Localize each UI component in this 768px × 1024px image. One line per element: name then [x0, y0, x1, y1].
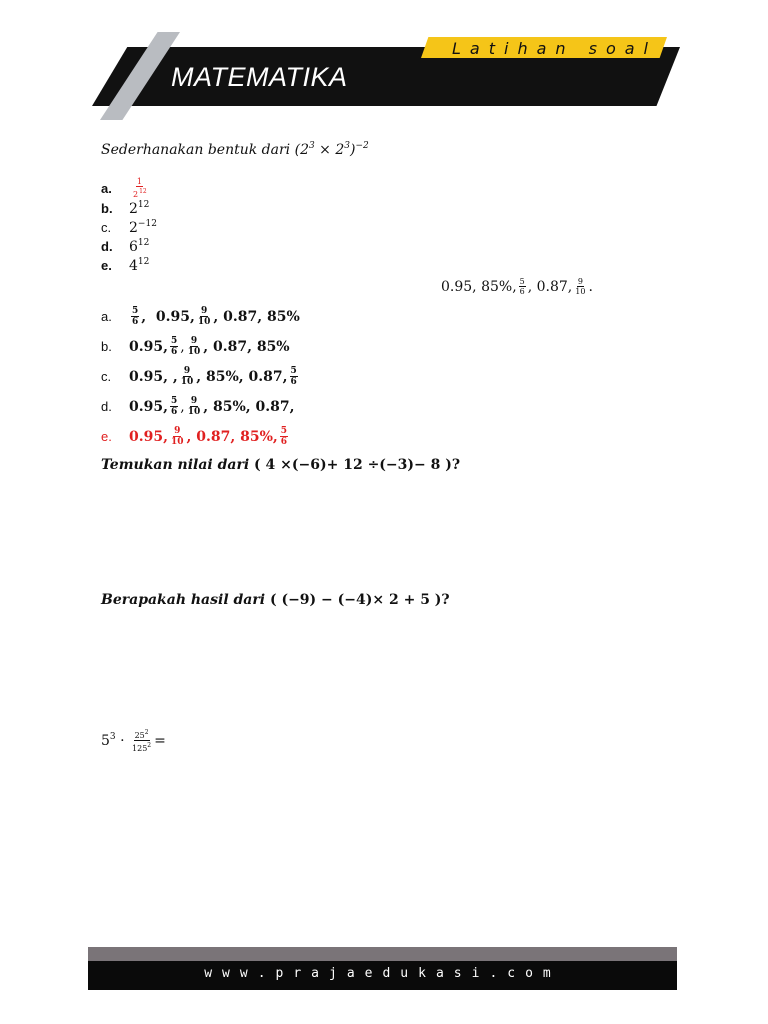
q5-base: $5^3$ [101, 732, 116, 749]
question-1-expression: $(2^3 \times 2^3)^{-2}$ [294, 141, 369, 158]
option-fraction: $\frac{1}{2^{12}}$ [133, 177, 147, 199]
question-3-expression: ( 4 ×(−6)+ 12 ÷(−3)− 8 )? [254, 457, 461, 473]
option-label: a. [101, 309, 112, 324]
option-fraction: $\frac{5}{6}$ [280, 426, 288, 447]
option-label: a. [101, 180, 112, 196]
q1-option-b [101, 200, 149, 217]
footer-band [88, 947, 677, 961]
option-value: , 85%, 0.87, [203, 398, 295, 415]
option-label: b. [101, 339, 112, 354]
option-fraction: $\frac{9}{10}$ [170, 426, 184, 447]
item-fraction: $\frac{5}{6}$ [519, 277, 525, 296]
footer-website: www.prajaedukasi.com [204, 966, 561, 981]
option-label: b. [101, 201, 113, 216]
option-label: e. [101, 258, 112, 273]
option-value: 0.95, [129, 338, 168, 355]
question-4 [101, 592, 450, 608]
option-value: $2^{-12}$ [129, 219, 157, 236]
option-fraction: $\frac{9}{10}$ [180, 366, 194, 387]
q1-option-a [101, 177, 150, 199]
option-label: c. [101, 369, 112, 384]
option-value: , 0.87, 85% [203, 338, 290, 355]
question-1-prompt: Sederhanakan bentuk dari [101, 142, 291, 158]
option-label: e. [101, 429, 112, 444]
question-4-expression: ( (−9) − (−4)× 2 + 5 )? [269, 592, 450, 608]
option-fraction: $\frac{9}{10}$ [197, 306, 211, 327]
option-value: , 85%, 0.87, [196, 368, 288, 385]
q2-option-c [101, 366, 300, 387]
q1-option-e [101, 257, 149, 274]
option-value: , 0.95, [141, 308, 195, 325]
item-text: , 0.87, [527, 278, 573, 295]
q2-option-b: b. 0.95, $\frac{5}{6}$ , $\frac{9}{10}$ , 0.87, 85% [101, 336, 290, 357]
page-title: MATEMATIKA [171, 62, 348, 92]
item-fraction: $\frac{9}{10}$ [575, 277, 586, 296]
question-3 [101, 457, 460, 473]
q2-option-a [101, 306, 300, 327]
option-fraction: $\frac{5}{6}$ [132, 306, 139, 327]
question-3-prompt: Temukan nilai dari [101, 457, 250, 473]
option-value: 0.95, [129, 428, 168, 445]
option-value: 0.95, [129, 398, 168, 415]
question-1 [101, 141, 369, 158]
option-value: $6^{12}$ [129, 238, 150, 255]
header-subtitle: Latihan soal [452, 39, 657, 58]
q2-option-e [101, 426, 290, 447]
option-fraction: $\frac{5}{6}$ [290, 366, 297, 387]
den-base: 2 [133, 190, 139, 199]
q1-option-c [101, 219, 157, 236]
q2-option-d: d. 0.95, $\frac{5}{6}$ , $\frac{9}{10}$ , 85%, 0.87, [101, 396, 295, 417]
option-fraction: $\frac{5}{6}$ [170, 396, 178, 417]
question-5: $5^3$ · $\frac{25^2}{125^2}$ = [101, 729, 166, 753]
option-label: c. [101, 220, 112, 235]
option-value: 0.95, , [129, 368, 178, 385]
q1-option-d [101, 238, 149, 255]
option-fraction: $\frac{5}{6}$ [170, 336, 178, 357]
option-label: d. [101, 239, 113, 254]
option-value: $4^{12}$ [129, 257, 150, 274]
option-value: $2^{12}$ [129, 200, 150, 217]
option-value: , 0.87, 85%, [186, 428, 278, 445]
item-text: 0.95, 85%, [441, 278, 517, 295]
q5-fraction: $\frac{25^2}{125^2}$ [132, 729, 152, 753]
den-exp: 12 [139, 188, 147, 195]
question-4-prompt: Berapakah hasil dari [101, 592, 266, 608]
option-label: d. [101, 399, 112, 414]
option-fraction: $\frac{9}{10}$ [187, 336, 201, 357]
option-fraction: $\frac{9}{10}$ [187, 396, 201, 417]
question-2-items: 0.95, 85%, $\frac{5}{6}$ , 0.87, $\frac{9}{10}$ . [441, 277, 593, 296]
option-value: , 0.87, 85% [213, 308, 300, 325]
